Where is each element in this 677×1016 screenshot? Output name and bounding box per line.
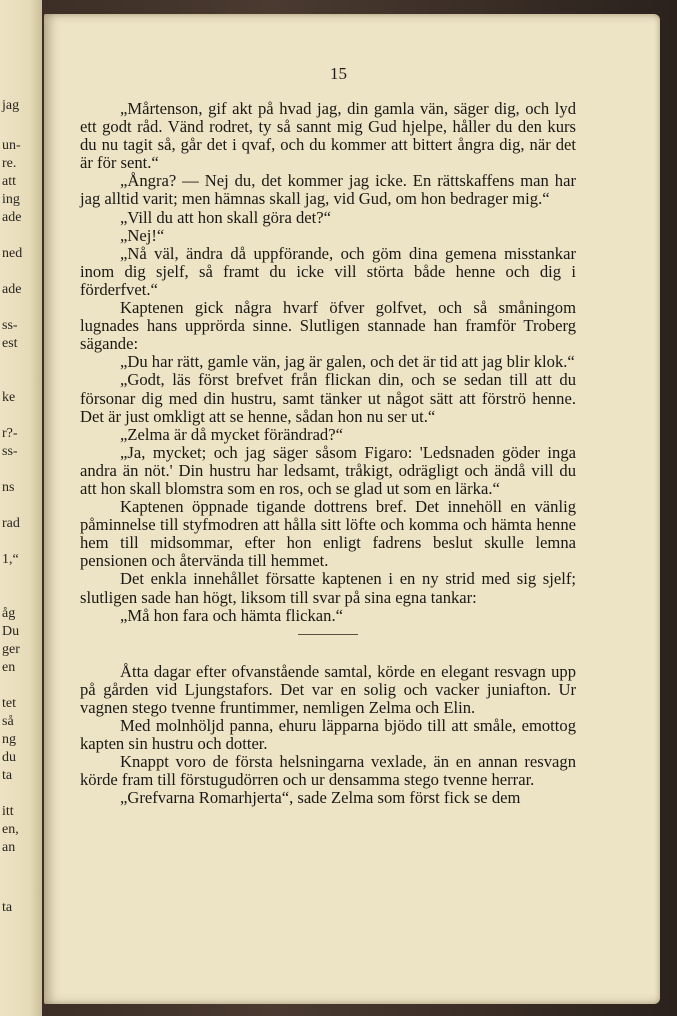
margin-fragment: ss- [2, 444, 18, 459]
margin-fragment: ta [2, 900, 13, 915]
margin-fragment: ing [2, 192, 20, 207]
paragraph: „Du har rätt, gamle vän, jag är galen, och det är tid att jag blir klok.“ [120, 352, 575, 372]
paragraph: Åtta dagar efter ofvanstående samtal, körde en elegant resvagn upp på gården vid Ljungstafors. Det var en solig och vacker juniafton. Ur vagnen stego tvenne fruntimmer, nemligen Zelma och Elin. [80, 661, 576, 717]
paragraph: „Nå väl, ändra då uppförande, och göm dina gemena misstankar inom dig sjelf, så framt du icke vill störta både henne och dig i förderfvet.“ [80, 243, 576, 299]
margin-fragment: r?- [2, 426, 18, 441]
margin-fragment: åg [2, 606, 16, 621]
paragraph: „Grefvarna Romarhjerta“, sade Zelma som först fick se dem [120, 788, 521, 808]
margin-fragment: du [2, 750, 16, 765]
margin-fragment: an [2, 840, 16, 855]
section-separator [298, 634, 358, 635]
paragraph: „Nej!“ [120, 225, 165, 245]
margin-fragment: ke [2, 390, 16, 405]
page-body-text [80, 100, 576, 807]
margin-fragment: 1,“ [2, 552, 19, 567]
paragraph: „Zelma är då mycket förändrad?“ [120, 424, 343, 444]
margin-fragment: ade [2, 210, 22, 225]
margin-fragment: est [2, 336, 18, 351]
paragraph: Kaptenen gick några hvarf öfver golfvet, och så småningom lugnades hans upprörda sinne. Slutligen stannade han framför Troberg sägande: [80, 298, 576, 354]
margin-fragment: itt [2, 804, 14, 819]
margin-fragment: ade [2, 282, 22, 297]
paragraph: „Må hon fara och hämta flickan.“ [120, 605, 343, 625]
paragraph: „Godt, läs först brefvet från flickan din, och se sedan till att du försonar dig med din hustru, samt tänker ut något sätt att förströ henne. Det är just omkligt att se henne, sådan hon nu ser ut.“ [80, 370, 576, 426]
paragraph: „Mårtenson, gif akt på hvad jag, din gamla vän, säger dig, och lyd ett godt råd. Vänd rodret, ty så sannt mig Gud hjelpe, håller du den kurs du nu tagit så, går det i qvaf, och du kommer att bittert ångra dig, när det är för sent.“ [80, 99, 576, 173]
margin-fragment: en, [2, 822, 19, 837]
paragraph: Det enkla innehållet försatte kaptenen i en ny strid med sig sjelf; slutligen sade han högt, liksom till svar på sina egna tankar: [80, 569, 576, 607]
margin-fragment: jag [2, 98, 20, 113]
margin-fragment: att [2, 174, 16, 189]
margin-fragment: tet [2, 696, 16, 711]
margin-fragment: ns [2, 480, 15, 495]
paragraph: „Ja, mycket; och jag säger såsom Figaro: 'Ledsnaden göder inga andra än nöt.' Din hustru har ledsamt, tråkigt, odrägligt och ändå vill du att hon skall blomstra som en ros, och se glad ut som en lärka.“ [80, 442, 576, 498]
margin-fragment: ned [2, 246, 23, 261]
margin-fragment: un- [2, 138, 21, 153]
margin-fragment: ta [2, 768, 13, 783]
paragraph: Knappt voro de första helsningarna vexlade, än en annan resvagn körde fram till förstugudörren och ur densamma stego tvenne herrar. [80, 752, 576, 790]
paragraph: Kaptenen öppnade tigande dottrens bref. Det innehöll en vänlig påminnelse till styfmodren att hålla sitt löfte och komma och hämta henne hem till midsommar, efter hon enligt fadrens beslut skulle lemna pensionen och återvända till hemmet. [80, 497, 576, 571]
margin-fragment: rad [2, 516, 20, 531]
margin-fragment: ss- [2, 318, 18, 333]
paragraph: Med molnhöljd panna, ehuru läpparna bjödo till att småle, emottog kapten sin hustru och dotter. [80, 716, 576, 754]
previous-page-edge [0, 0, 42, 1016]
margin-fragment: re. [2, 156, 17, 171]
page-number: 15 [330, 64, 347, 83]
paragraph: „Ångra? — Nej du, det kommer jag icke. En rättskaffens man har jag alltid varit; men hämnas skall jag, vid Gud, om hon bedrager mig.“ [80, 171, 576, 209]
margin-fragment: ng [2, 732, 16, 747]
paragraph: „Vill du att hon skall göra det?“ [120, 207, 331, 227]
margin-fragment: en [2, 660, 16, 675]
margin-fragment: så [2, 714, 14, 729]
margin-fragment: ger [2, 642, 20, 657]
margin-fragment: Du [2, 624, 20, 639]
